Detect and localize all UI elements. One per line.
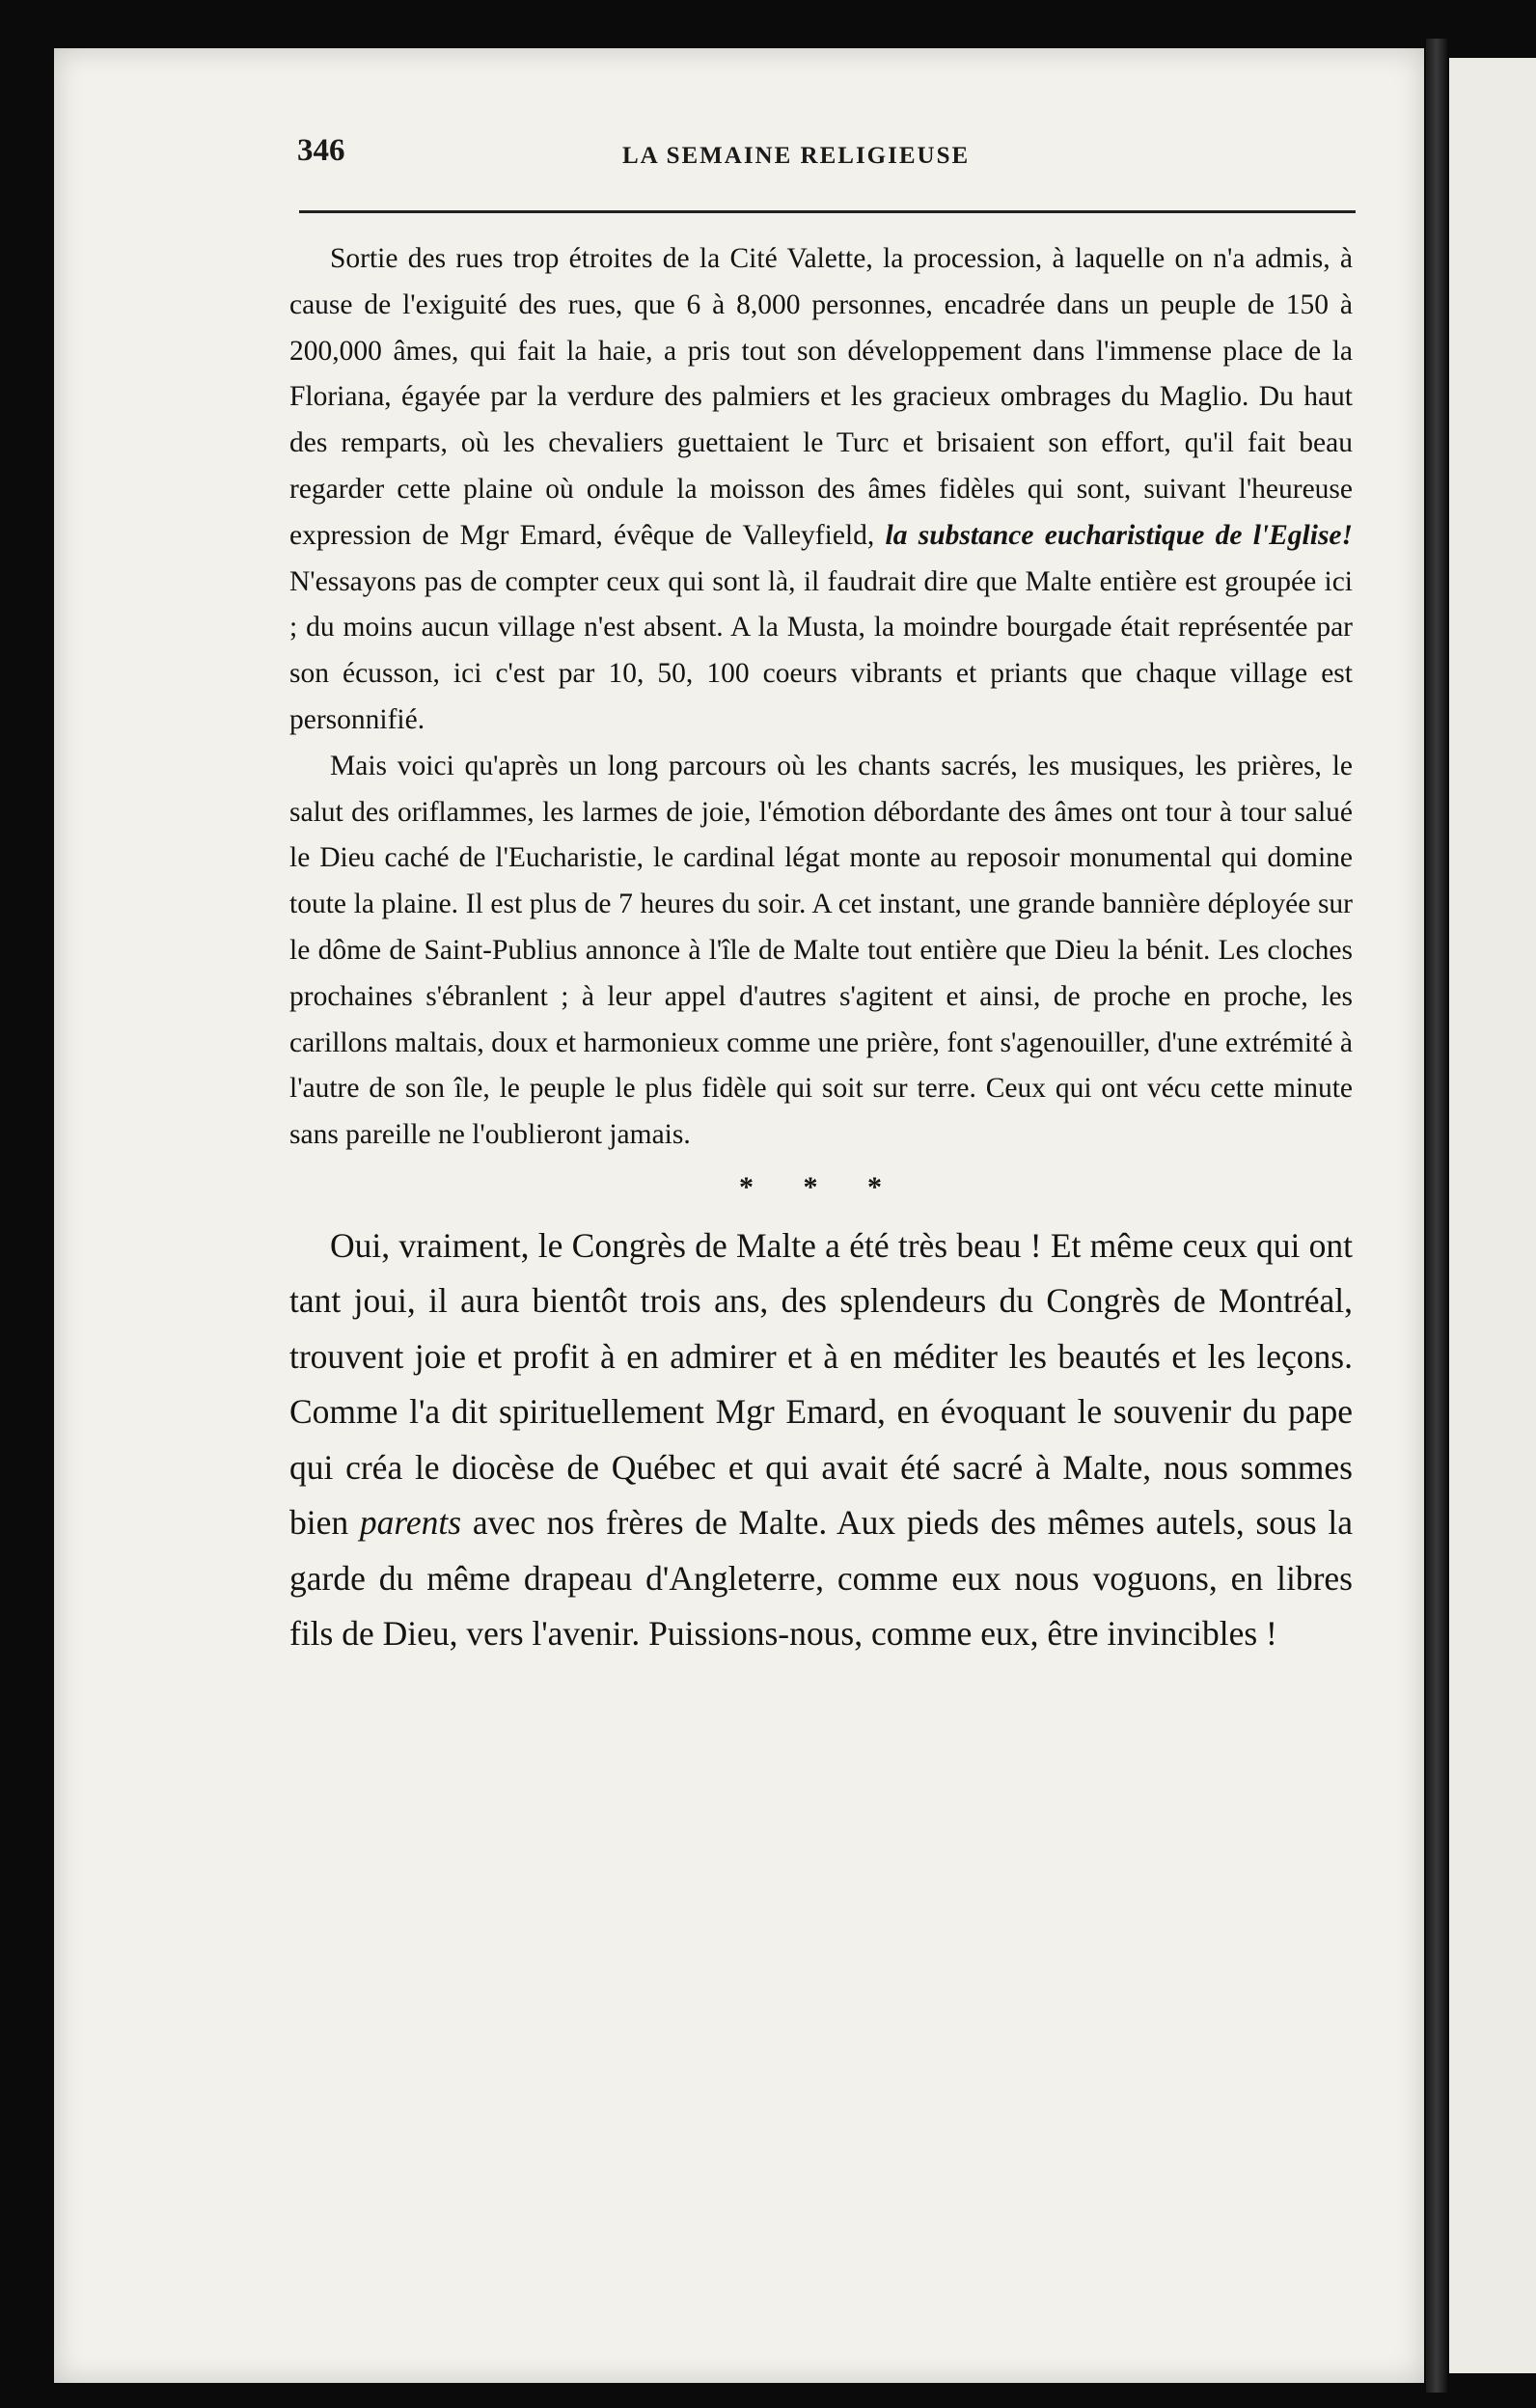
adjacent-page-edge (1449, 58, 1536, 2373)
book-gutter (1426, 39, 1447, 2393)
header-rule (299, 210, 1356, 213)
running-title: LA SEMAINE RELIGIEUSE (622, 143, 971, 169)
paragraph-benediction: Mais voici qu'après un long parcours où les chants sacrés, les musiques, les prières, le salut des oriflammes, les larmes de joie, l'émotion débordante des âmes ont tour à tour salué le Dieu caché de l'Eucharistie, le cardinal légat monte au reposoir monumental qui domine toute la plaine. Il est plus de 7 heures du soir. A cet instant, une grande bannière déployée sur le dôme de Saint-Publius annonce à l'île de Malte tout entière que Dieu la bénit. Les cloches prochaines s'ébranlent ; à leur appel d'autres s'agitent et ainsi, de proche en proche, les carillons maltais, doux et harmonieux comme une prière, font s'agenouiller, d'une extrémité à l'autre de son île, le peuple le plus fidèle qui soit sur terre. Ceux qui ont vécu cette minute sans pareille ne l'oublieront jamais. (289, 750, 1353, 1151)
paragraph-conclusion-part-1: Oui, vraiment, le Congrès de Malte a été très beau ! Et même ceux qui ont tant joui, il aura bientôt trois ans, des splendeurs du Congrès de Montréal, trouvent joie et profit à en admirer et à en méditer les beautés et les leçons. Comme l'a dit spirituellement Mgr Emard, en évoquant le souvenir du pape qui créa le diocèse de Québec et qui avait été sacré à Malte, nous sommes bien (289, 1225, 1353, 1543)
page-header (289, 133, 1360, 197)
paragraph-procession-part-2: N'essayons pas de compter ceux qui sont là, il faudrait dire que Malte entière est groupée ici ; du moins aucun village n'est absent. A la Musta, la moindre bourgade était représentée par son écusson, ici c'est par 10, 50, 100 coeurs vibrants et priants que chaque village est personnifié. (289, 565, 1353, 735)
page-number: 346 (297, 133, 345, 168)
paragraph-procession (289, 236, 1353, 744)
body-text (289, 236, 1353, 1662)
section-separator: * * * (739, 1170, 903, 1203)
paragraph-conclusion-part-2: avec nos frères de Malte. Aux pieds des mêmes autels, sous la garde du même drapeau d'Angleterre, comme eux nous voguons, en libres fils de Dieu, vers l'avenir. Puissions-nous, comme eux, être invincibles ! (289, 1503, 1353, 1654)
paragraph-procession-part-1: Sortie des rues trop étroites de la Cité Valette, la procession, à laquelle on n'a admis, à cause de l'exiguité des rues, que 6 à 8,000 personnes, encadrée dans un peuple de 150 à 200,000 âmes, qui fait la haie, a pris tout son développement dans l'immense place de la Floriana, égayée par la verdure des palmiers et les gracieux ombrages du Maglio. Du haut des remparts, où les chevaliers guettaient le Turc et brisaient son effort, qu'il fait beau regarder cette plaine où ondule la moisson des âmes fidèles qui sont, suivant l'heureuse expression de Mgr Emard, évêque de Valleyfield, (289, 243, 1353, 551)
paragraph-conclusion-emphasis: parents (359, 1503, 462, 1543)
paragraph-conclusion (289, 1218, 1353, 1662)
paragraph-procession-quote: la substance eucharistique de l'Eglise! (885, 519, 1353, 551)
